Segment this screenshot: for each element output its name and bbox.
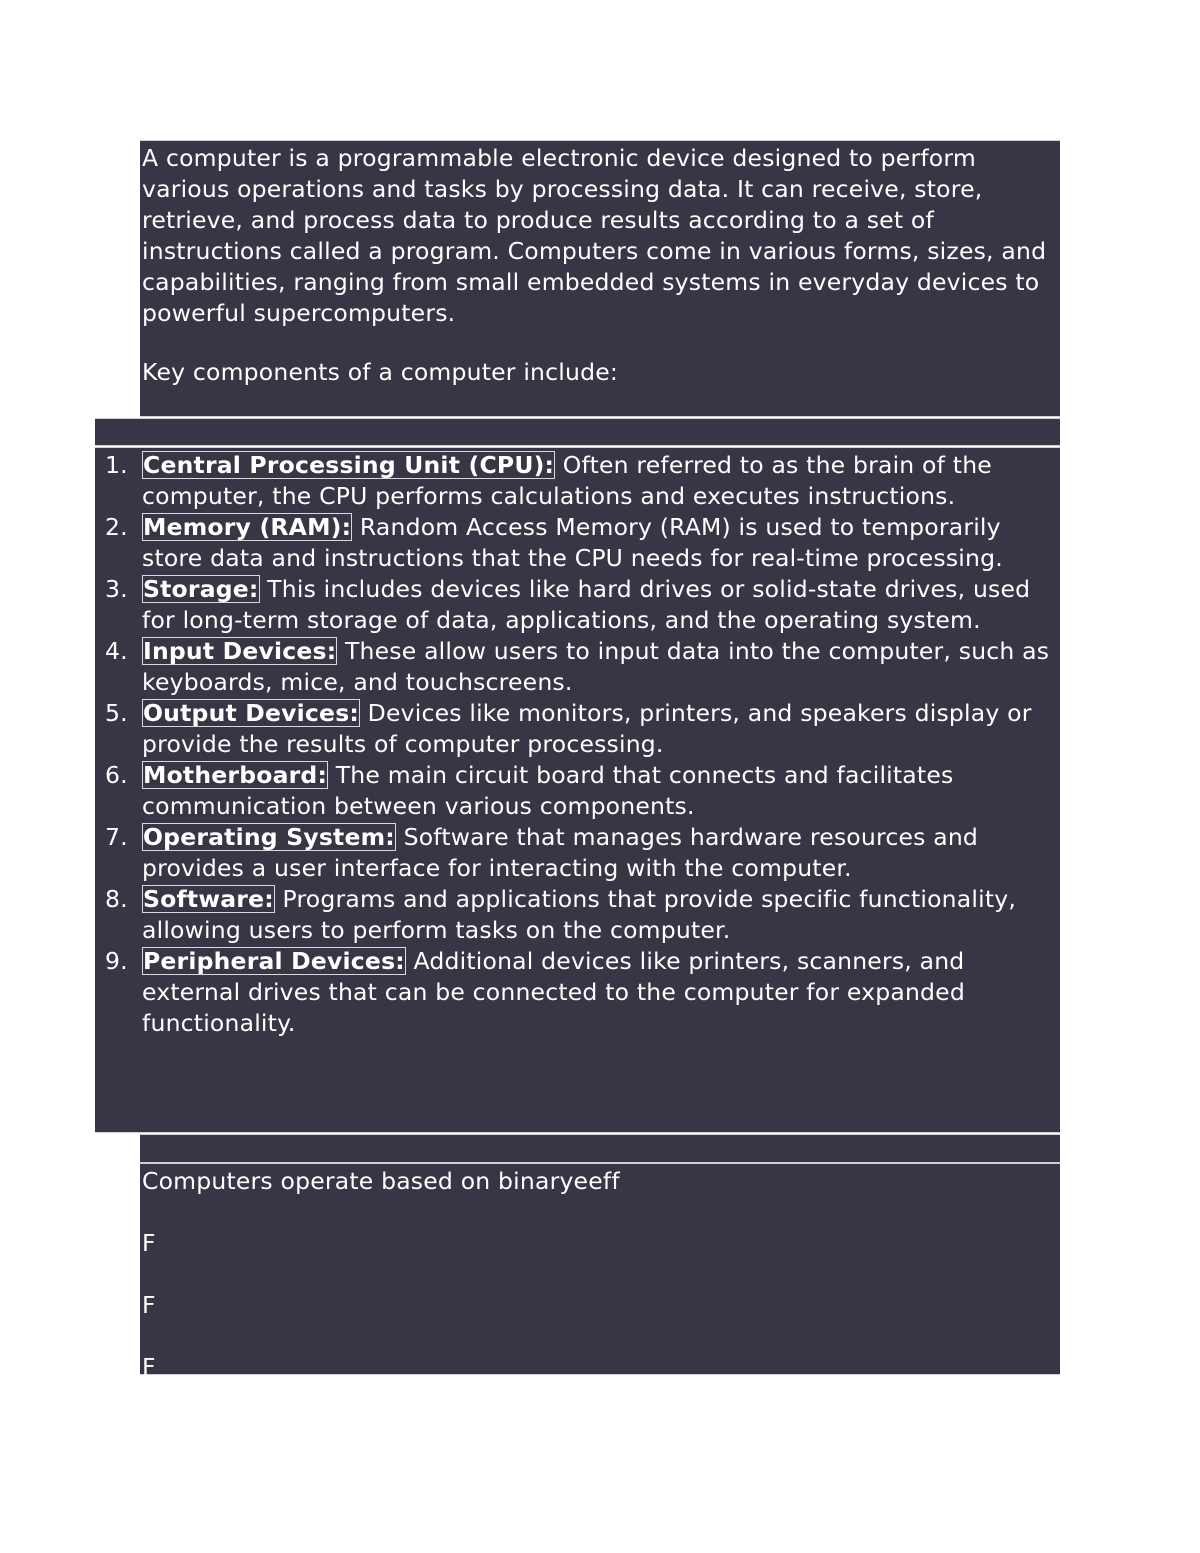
list-item-term: Memory (RAM): (143, 513, 352, 541)
list-item (95, 884, 1060, 946)
list-item-description: Programs and applications that provide specific functionality, allowing users to perform tasks on the computer. (142, 885, 1024, 944)
list-item-number: 3. (105, 575, 128, 603)
outro-line (142, 1197, 1060, 1228)
list-item (95, 574, 1060, 636)
list-item-description: Random Access Memory (RAM) is used to temporarily store data and instructions that the CPU needs for real-time processing. (142, 513, 1009, 572)
outro-line (142, 1259, 1060, 1290)
list-item (95, 760, 1060, 822)
list-item-term: Storage: (143, 575, 259, 603)
list-item-description: The main circuit board that connects and facilitates communication between various components. (142, 761, 962, 820)
outro-line: Computers operate based on binaryeeff (142, 1167, 620, 1195)
list-item (95, 698, 1060, 760)
list-item (95, 822, 1060, 884)
list-item-term: Motherboard: (143, 761, 328, 789)
outro-line: F (142, 1291, 156, 1319)
list-item-term: Central Processing Unit (CPU): (143, 451, 555, 479)
list-item-number: 5. (105, 699, 128, 727)
list-item-description: These allow users to input data into the computer, such as keyboards, mice, and touchscreens. (142, 637, 1057, 696)
list-item-term: Peripheral Devices: (143, 947, 405, 975)
list-item-description: Software that manages hardware resources and provides a user interface for interacting with the computer. (142, 823, 986, 882)
outro-line (142, 1321, 1060, 1352)
components-list (95, 450, 1060, 1039)
intro-paragraph: A computer is a programmable electronic device designed to perform various operations and tasks by processing data. It can receive, store, retrieve, and process data to produce results according to a set of instructions called a program. Computers come in various forms, sizes, and capabilities, ranging from small embedded systems in everyday devices to powerful supercomputers. (142, 144, 1054, 327)
outro-text (142, 1166, 1060, 1383)
outro-line: F (142, 1353, 156, 1381)
intro-section (140, 140, 1060, 417)
list-item-description: Additional devices like printers, scanners, and external drives that can be connected to the computer for expanded functionality. (142, 947, 973, 1037)
list-item-number: 2. (105, 513, 128, 541)
outro-section (140, 1163, 1060, 1381)
list-item-term: Input Devices: (143, 637, 337, 665)
list-item-term: Output Devices: (143, 699, 359, 727)
components-section (95, 447, 1060, 1133)
list-item-term: Software: (143, 885, 274, 913)
list-item-description: Often referred to as the brain of the computer, the CPU performs calculations and executes instructions. (142, 451, 1000, 510)
section-divider (95, 418, 1060, 446)
list-item-number: 6. (105, 761, 128, 789)
section-divider (140, 1134, 1060, 1163)
outro-line: F (142, 1229, 156, 1257)
list-item-number: 7. (105, 823, 128, 851)
list-item-number: 8. (105, 885, 128, 913)
list-item-number: 1. (105, 451, 128, 479)
list-item-number: 4. (105, 637, 128, 665)
list-item (95, 512, 1060, 574)
list-item-description: Devices like monitors, printers, and speakers display or provide the results of computer processing. (142, 699, 1040, 758)
list-item (95, 636, 1060, 698)
components-lead: Key components of a computer include: (142, 358, 618, 386)
list-item (95, 946, 1060, 1039)
list-item (95, 450, 1060, 512)
list-item-description: This includes devices like hard drives or solid-state drives, used for long-term storage of data, applications, and the operating system. (142, 575, 1038, 634)
list-item-number: 9. (105, 947, 128, 975)
paragraph-spacer (142, 329, 1060, 357)
list-item-term: Operating System: (143, 823, 395, 851)
